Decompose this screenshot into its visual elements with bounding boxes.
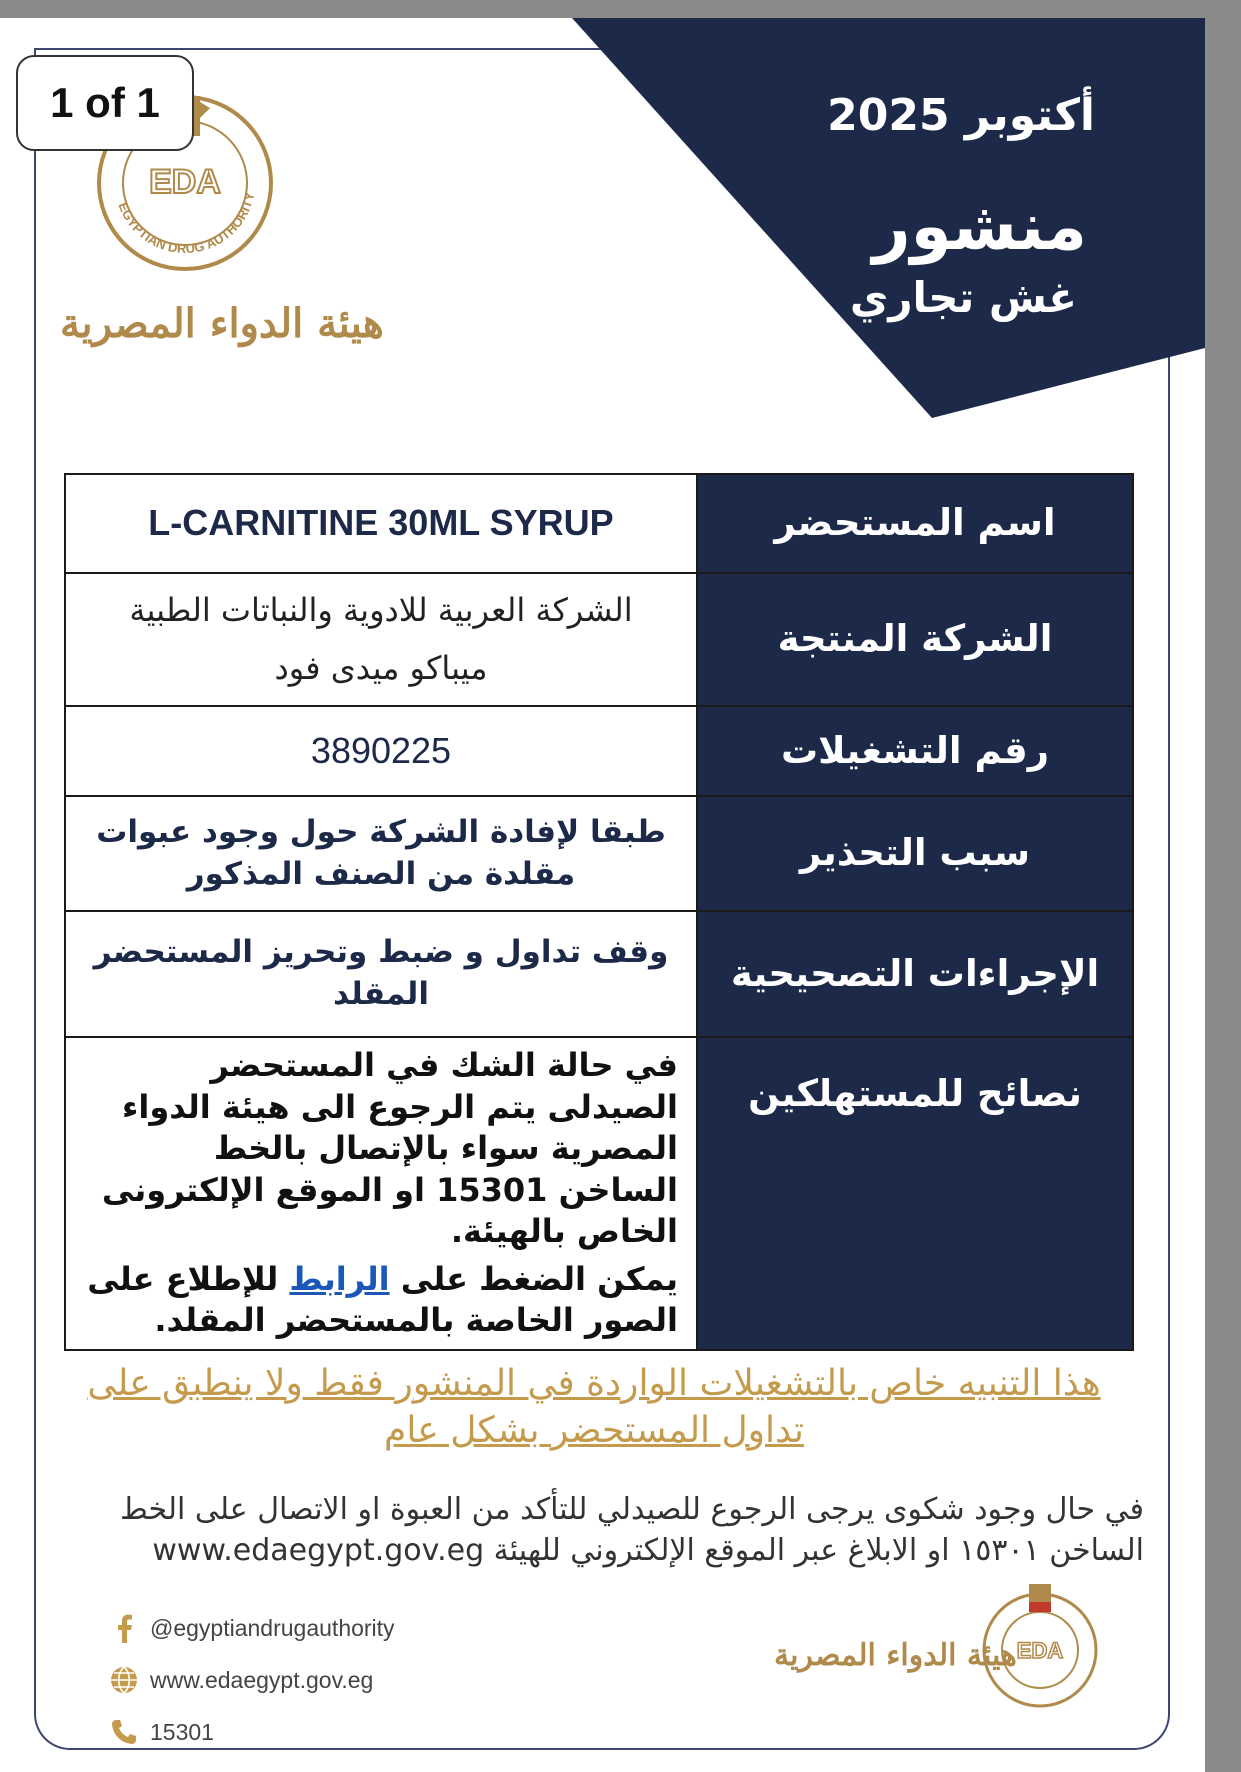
eda-arabic-name-top: هيئة الدواء المصرية (60, 300, 384, 347)
banner-subtitle: غش تجاري (849, 273, 1077, 322)
facebook-handle: @egyptiandrugauthority (150, 1614, 395, 1641)
consumer-advice-label: نصائح للمستهلكين (697, 1037, 1133, 1350)
contact-list (108, 1603, 395, 1759)
svg-text:EGYPTIAN DRUG AUTHORITY: EGYPTIAN DRUG AUTHORITY (115, 190, 258, 257)
images-link[interactable]: الرابط (289, 1259, 390, 1298)
phone-contact[interactable] (108, 1707, 395, 1757)
eda-arabic-name-bottom: هيئة الدواء المصرية (774, 1638, 1017, 1673)
complaint-line-2: الساخن ١٥٣٠١ او الابلاغ عبر الموقع الإلكتروني للهيئة www.edaegypt.gov.eg (152, 1532, 1144, 1568)
corrective-actions-value: وقف تداول و ضبط وتحريز المستحضر المقلد (65, 911, 697, 1037)
table-row (65, 706, 1133, 796)
table-row (65, 474, 1133, 573)
table-row (65, 573, 1133, 706)
header-banner (572, 18, 1205, 418)
website-contact[interactable] (108, 1655, 395, 1705)
warning-reason-value: طبقا لإفادة الشركة حول وجود عبوات مقلدة من الصنف المذكور (65, 796, 697, 911)
batch-number-label: رقم التشغيلات (697, 706, 1133, 796)
page-frame-top (34, 48, 604, 50)
corrective-actions-label: الإجراءات التصحيحية (697, 911, 1133, 1037)
facebook-icon (108, 1612, 140, 1644)
complaint-line-1: في حال وجود شكوى يرجى الرجوع للصيدلي للتأكد من العبوة او الاتصال على الخط (120, 1492, 1144, 1527)
manufacturer-line-2: ميباكو ميدى فود (274, 648, 488, 687)
complaint-text (54, 1490, 1144, 1571)
advice-text-before-link: يمكن الضغط على (400, 1259, 678, 1298)
svg-text:EDA: EDA (149, 163, 221, 201)
globe-icon (108, 1664, 140, 1696)
product-name-label: اسم المستحضر (697, 474, 1133, 573)
website-url: www.edaegypt.gov.eg (150, 1666, 374, 1693)
svg-text:EDA: EDA (1016, 1638, 1064, 1663)
facebook-contact[interactable] (108, 1603, 395, 1653)
banner-date: أكتوبر 2025 (827, 90, 1095, 141)
hotline-number: 15301 (150, 1718, 214, 1745)
eda-logo-bottom (975, 1580, 1105, 1714)
consumer-advice-value (65, 1037, 697, 1350)
batch-number-value: 3890225 (65, 706, 697, 796)
manufacturer-value (65, 573, 697, 706)
advice-paragraph-1: في حالة الشك في المستحضر الصيدلى يتم الرجوع الى هيئة الدواء المصرية سواء بالإتصال بالخط الساخن 15301 او الموقع الإلكترونى الخاص بالهيئة. (101, 1045, 678, 1251)
product-info-table (64, 473, 1134, 1351)
bulletin-page (0, 18, 1205, 1772)
warning-reason-label: سبب التحذير (697, 796, 1133, 911)
scope-notice: هذا التنبيه خاص بالتشغيلات الواردة في المنشور فقط ولا ينطبق على تداول المستحضر بشكل عام (87, 1363, 1101, 1451)
manufacturer-label: الشركة المنتجة (697, 573, 1133, 706)
banner-title: منشور (872, 188, 1087, 265)
table-row (65, 1037, 1133, 1350)
eda-seal-small-icon (975, 1580, 1105, 1710)
product-name-value: L-CARNITINE 30ML SYRUP (65, 474, 697, 573)
phone-icon (108, 1716, 140, 1748)
page-counter-badge: 1 of 1 (16, 55, 194, 151)
advice-paragraph-2 (84, 1259, 678, 1342)
manufacturer-line-1: الشركة العربية للادوية والنباتات الطبية (129, 591, 633, 630)
table-row (65, 911, 1133, 1037)
advice-text-after-link: للإطلاع على الصور الخاصة بالمستحضر المقلد. (87, 1259, 678, 1340)
table-row (65, 796, 1133, 911)
